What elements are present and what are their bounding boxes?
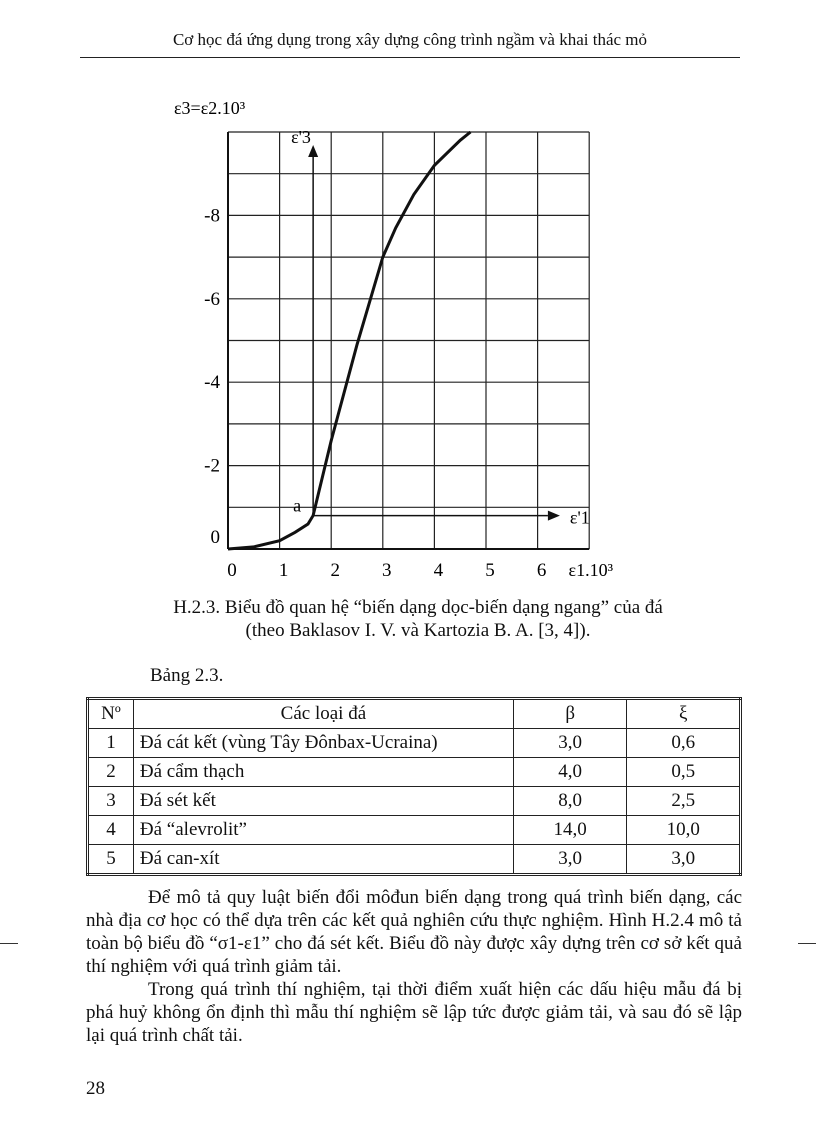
- table-row: [88, 816, 741, 845]
- secondary-x-label: ε'1: [569, 507, 590, 528]
- y-axis-title: ε3=ε2.10³: [174, 98, 246, 118]
- cell-beta: 14,0: [513, 816, 627, 845]
- paragraph-1: Để mô tả quy luật biến đổi môđun biến dạng trong quá trình biến dạng, các nhà địa cơ học có thể dựa trên các kết quả nghiên cứu thực nghiệm. Hình H.2.4 mô tả toàn bộ biểu đồ “σ1-ε1” cho đá sét kết. Biểu đồ này được xây dựng trên cơ sở kết quả thí nghiệm với quá trình giảm tải.: [86, 887, 742, 977]
- y-tick-label: -4: [204, 372, 220, 394]
- cell-rock: Đá cẩm thạch: [133, 758, 513, 787]
- figure-caption-line1: H.2.3. Biểu đồ quan hệ “biến dạng dọc-biến dạng ngang” của đá: [173, 597, 663, 618]
- cell-no: 3: [88, 787, 134, 816]
- cell-rock: Đá sét kết: [133, 787, 513, 816]
- x-tick-label: 6: [536, 560, 547, 581]
- cell-xi: 0,5: [627, 758, 741, 787]
- y-tick-label: -8: [204, 205, 220, 227]
- header-rock-type: Các loại đá: [133, 699, 513, 729]
- x-tick-label: 2: [330, 560, 340, 581]
- table-row: [88, 787, 741, 816]
- margin-mark-left: [0, 943, 18, 944]
- table-row: [88, 845, 741, 875]
- cell-rock: Đá “alevrolit”: [133, 816, 513, 845]
- table-title: Bảng 2.3.: [150, 665, 224, 686]
- x-tick-label: 0: [227, 560, 237, 581]
- header-no: Nº: [88, 699, 134, 729]
- margin-mark-right: [798, 943, 816, 944]
- y-tick-label: -6: [204, 288, 220, 310]
- cell-beta: 3,0: [513, 845, 627, 875]
- x-tick-label: 4: [433, 560, 444, 581]
- header-xi: ξ: [627, 699, 741, 729]
- table-row: [88, 758, 741, 787]
- cell-no: 1: [88, 729, 134, 758]
- figure-caption-line2: (theo Baklasov I. V. và Kartozia B. A. [3, 4]).: [245, 620, 591, 641]
- running-header: Cơ học đá ứng dụng trong xây dựng công trình ngầm và khai thác mỏ: [172, 30, 648, 49]
- cell-no: 4: [88, 816, 134, 845]
- table-row: [88, 729, 741, 758]
- cell-xi: 0,6: [627, 729, 741, 758]
- cell-xi: 2,5: [627, 787, 741, 816]
- cell-beta: 3,0: [513, 729, 627, 758]
- y-tick-label: -2: [204, 455, 220, 477]
- cell-xi: 10,0: [627, 816, 741, 845]
- header-beta: β: [513, 699, 627, 729]
- cell-no: 5: [88, 845, 134, 875]
- x-tick-label: 3: [382, 560, 392, 581]
- x-tick-label: 5: [485, 560, 495, 581]
- secondary-x-arrow-icon: [548, 511, 560, 521]
- secondary-y-label: ε'3: [291, 127, 311, 148]
- x-tick-label: 1: [278, 560, 289, 581]
- cell-beta: 8,0: [513, 787, 627, 816]
- cell-rock: Đá cát kết (vùng Tây Đônbax-Ucraina): [133, 729, 513, 758]
- page-number: 28: [86, 1078, 105, 1099]
- cell-rock: Đá can-xít: [133, 845, 513, 875]
- cell-no: 2: [88, 758, 134, 787]
- cell-beta: 4,0: [513, 758, 627, 787]
- y-tick-label: 0: [210, 527, 220, 548]
- x-axis-title: ε1.10³: [568, 560, 614, 580]
- table-header-row: [88, 699, 741, 729]
- cell-xi: 3,0: [627, 845, 741, 875]
- rock-table: [86, 697, 742, 876]
- paragraph-2: Trong quá trình thí nghiệm, tại thời điểm xuất hiện các dấu hiệu mẫu đá bị phá huỷ không ổn định thì mẫu thí nghiệm sẽ lập tức được giảm tải, và sau đó sẽ lập lại quá trình chất tải.: [86, 979, 742, 1046]
- point-label-a: a: [293, 495, 302, 516]
